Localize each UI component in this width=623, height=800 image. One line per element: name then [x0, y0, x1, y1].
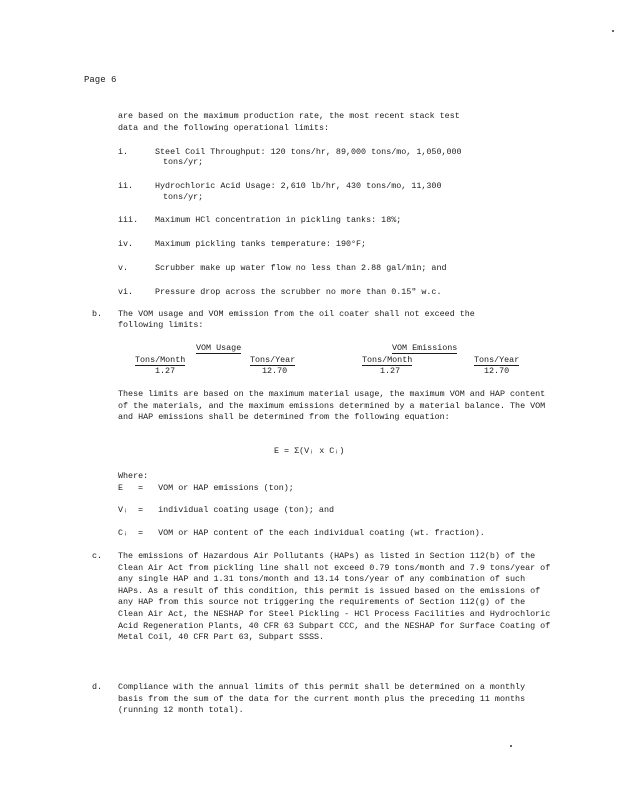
definition-symbol: Cᵢ — [118, 528, 129, 538]
table-column-header: Tons/Month — [135, 355, 186, 365]
definition-symbol: E — [118, 483, 124, 493]
table-cell: 12.70 — [484, 366, 510, 376]
limit-text-cont: tons/yr; — [163, 157, 204, 167]
table-column-header: Tons/Month — [362, 355, 413, 365]
scan-speck — [612, 30, 614, 32]
definition-text: = individual coating usage (ton); and — [138, 505, 335, 515]
scan-speck — [510, 745, 512, 747]
limit-text: Maximum pickling tanks temperature: 190°F; — [155, 239, 367, 249]
table-column-header: Tons/Year — [474, 355, 520, 365]
section-c-paragraph: The emissions of Hazardous Air Pollutants (HAPs) as listed in Section 112(b) of the Clean Air Act from pickling line shall not exceed 0.79 tons/month and 7.9 tons/year of any single HAP and 1.31 tons/month and 13.14 tons/year of any combination of such HAPs. As a result of this condition, this permit is issued based on the emissions of any HAP from this source not triggering the requirements of Section 112(g) of the Clean Air Act, the NESHAP for Steel Pickling - HCl Process Facilities and Hydrochloric Acid Regeneration Plants, 40 CFR 63 Subpart CCC, and the NESHAP for Surface Coating of Metal Coil, 40 CFR Part 63, Subpart SSSS. — [118, 551, 551, 643]
intro-line-2: data and the following operational limits: — [118, 123, 330, 133]
where-label: Where: — [118, 471, 149, 481]
section-b-line-2: following limits: — [118, 320, 204, 330]
limit-number: iii. — [118, 215, 139, 225]
section-d-paragraph: Compliance with the annual limits of this permit shall be determined on a monthly basis from the sum of the data for the current month plus the preceding 11 months (running 12 month total). — [118, 682, 526, 716]
emission-equation: E = Σ(Vᵢ x Cᵢ) — [274, 446, 345, 456]
limit-number: ii. — [118, 181, 134, 191]
limit-text-cont: tons/yr; — [163, 192, 204, 202]
intro-line-1: are based on the maximum production rate, the most recent stack test — [118, 111, 460, 121]
section-label: b. — [92, 309, 103, 319]
table-cell: 1.27 — [155, 366, 176, 376]
limit-number: v. — [118, 263, 129, 273]
section-b-line-1: The VOM usage and VOM emission from the oil coater shall not exceed the — [118, 309, 475, 319]
table-column-header: Tons/Year — [250, 355, 296, 365]
page-number: Page 6 — [84, 75, 117, 85]
limit-text: Hydrochloric Acid Usage: 2,610 lb/hr, 430 tons/mo, 11,300 — [155, 181, 442, 191]
table-group-header: VOM Emissions — [392, 343, 458, 353]
limit-number: iv. — [118, 239, 134, 249]
limit-text: Maximum HCl concentration in pickling tanks: 18%; — [155, 215, 402, 225]
section-label: d. — [92, 682, 103, 692]
definition-text: = VOM or HAP content of the each individual coating (wt. fraction). — [138, 528, 485, 538]
table-cell: 1.27 — [380, 366, 401, 376]
limit-text: Steel Coil Throughput: 120 tons/hr, 89,000 tons/mo, 1,050,000 — [155, 147, 462, 157]
section-label: c. — [92, 551, 103, 561]
table-cell: 12.70 — [262, 366, 288, 376]
limit-text: Pressure drop across the scrubber no more than 0.15" w.c. — [155, 287, 442, 297]
limit-text: Scrubber make up water flow no less than 2.88 gal/min; and — [155, 263, 447, 273]
limit-number: vi. — [118, 287, 134, 297]
section-b-paragraph: These limits are based on the maximum material usage, the maximum VOM and HAP content of the materials, and the maximum emissions determined by a material balance. The VOM and HAP emissions shall be determined from the following equation: — [118, 389, 546, 423]
definition-text: = VOM or HAP emissions (ton); — [138, 483, 294, 493]
table-group-header: VOM Usage — [196, 343, 242, 353]
limit-number: i. — [118, 147, 129, 157]
definition-symbol: Vᵢ — [118, 505, 129, 515]
